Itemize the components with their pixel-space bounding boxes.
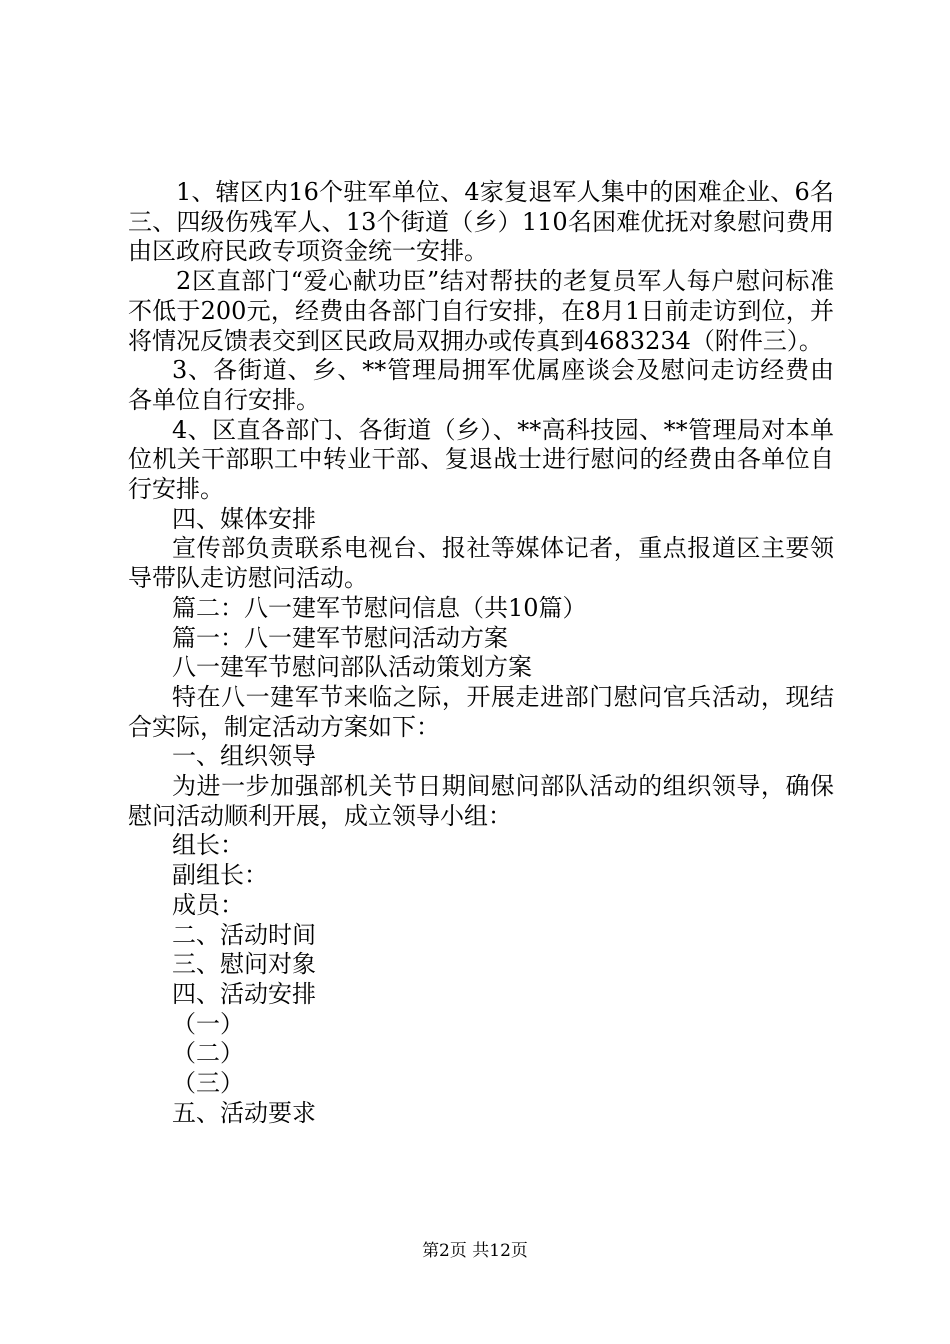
section-heading-arrangement: 四、活动安排 (172, 979, 316, 1008)
sub-item-3: （三） (172, 1069, 244, 1098)
deputy-leader-line: 副组长： (172, 861, 268, 890)
paragraph-3: 3、各街道、乡、**管理局拥军优属座谈会及慰问走访经费由各单位自行安排。 (128, 356, 834, 414)
section-heading-organization: 一、组织领导 (172, 742, 316, 771)
members-line: 成员： (172, 890, 244, 919)
section-heading-requirements: 五、活动要求 (172, 1098, 316, 1127)
paragraph-media: 宣传部负责联系电视台、报社等媒体记者，重点报道区主要领导带队走访慰问活动。 (128, 534, 834, 593)
paragraph-organization: 为进一步加强部机关节日期间慰问部队活动的组织领导，确保慰问活动顺利开展，成立领导小组： (128, 772, 834, 830)
paragraph-2: 2区直部门“爱心献功臣”结对帮扶的老复员军人每户慰问标准不低于200元，经费由各部门自行安排，在8月1日前走访到位，并将情况反馈表交到区民政局双拥办或传真到4683234（附件三）。 (128, 267, 834, 355)
document-body (128, 178, 834, 1129)
paragraph-4: 4、区直各部门、各街道（乡）、**高科技园、**管理局对本单位机关干部职工中转业干部、复退战士进行慰问的经费由各单位自行安排。 (128, 415, 834, 504)
sub-item-1: （一） (172, 1009, 244, 1038)
article-title-1: 篇一：八一建军节慰问活动方案 (172, 623, 508, 652)
plan-title: 八一建军节慰问部队活动策划方案 (172, 653, 532, 682)
section-heading-time: 二、活动时间 (172, 920, 316, 949)
section-heading-targets: 三、慰问对象 (172, 950, 316, 979)
leader-line: 组长： (172, 831, 244, 860)
page-footer: 第2页 共12页 (422, 1241, 528, 1261)
paragraph-1: 1、辖区内16个驻军单位、4家复退军人集中的困难企业、6名三、四级伤残军人、13个街道（乡）110名困难优抚对象慰问费用由区政府民政专项资金统一安排。 (128, 178, 834, 266)
paragraph-intro: 特在八一建军节来临之际，开展走进部门慰问官兵活动，现结合实际，制定活动方案如下： (128, 682, 834, 741)
sub-item-2: （二） (172, 1039, 244, 1068)
section-heading-media: 四、媒体安排 (172, 504, 316, 533)
article-title-2: 篇二：八一建军节慰问信息（共10篇） (172, 593, 587, 622)
